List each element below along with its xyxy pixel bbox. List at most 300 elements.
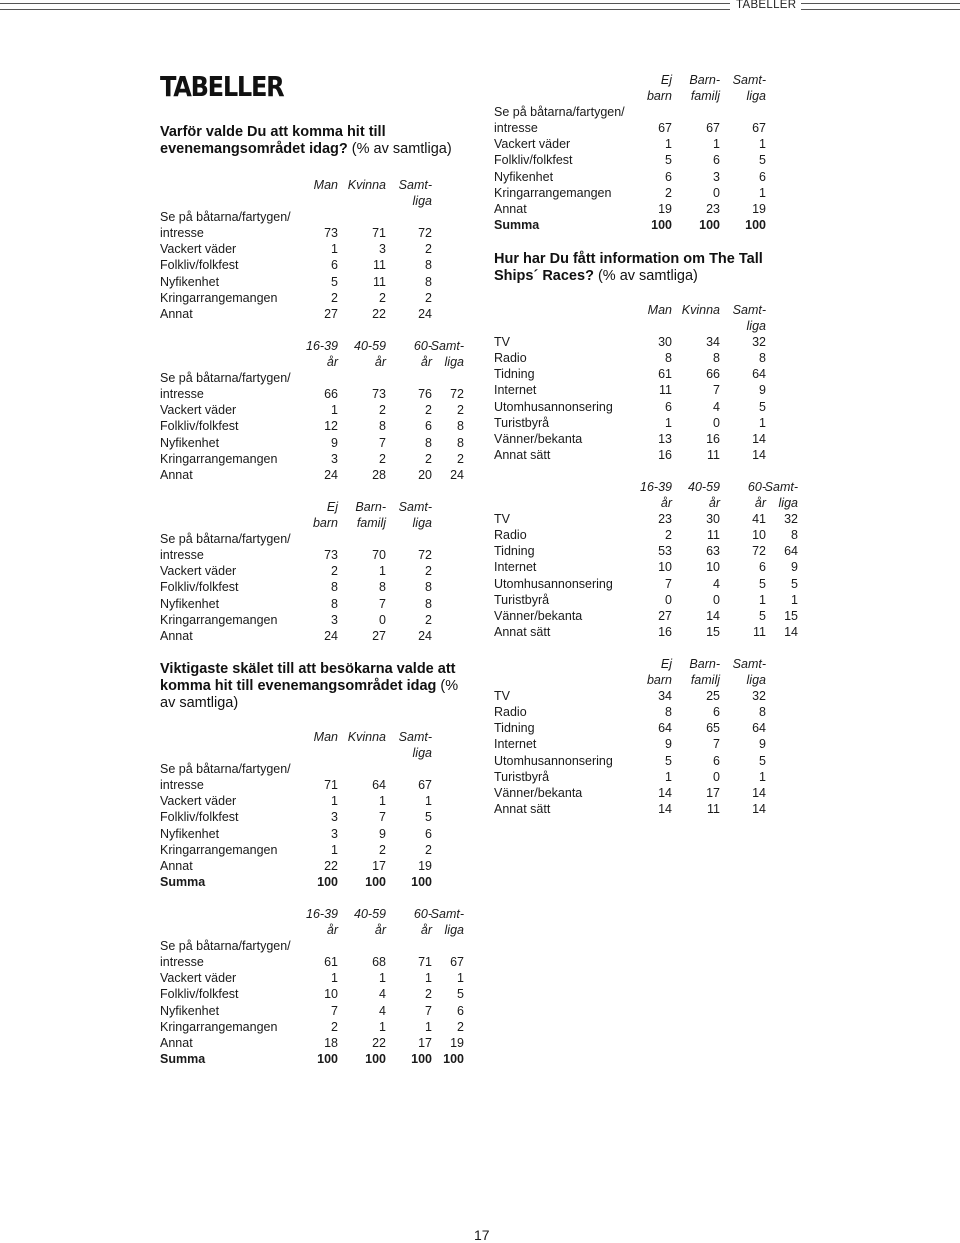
table-row: [160, 1035, 468, 1051]
table-cell: 11: [707, 801, 720, 816]
row-label: Kringarrangemangen: [160, 451, 278, 466]
table-cell: 25: [706, 689, 720, 704]
column-header: 60-: [747, 480, 766, 494]
table-cell: 19: [752, 201, 766, 216]
data-table: [494, 479, 802, 640]
table-cell: 2: [379, 403, 386, 418]
table-cell: 67: [752, 121, 766, 136]
table-cell: 17: [418, 1035, 432, 1050]
row-label: Vänner/bekanta: [494, 431, 583, 446]
table-cell: 14: [784, 624, 798, 639]
table-row: [160, 1019, 468, 1035]
table-cell: 16: [706, 431, 720, 446]
row-label: Kringarrangemangen: [160, 842, 278, 857]
table-row: [160, 986, 468, 1002]
table-cell: 64: [752, 367, 766, 382]
column-header: 16-39: [640, 480, 672, 494]
table-cell: 16: [658, 447, 672, 462]
table-cell: 100: [317, 1051, 338, 1066]
table-cell: 7: [379, 596, 386, 611]
table-cell: 8: [331, 580, 338, 595]
table-header-row: [494, 656, 770, 672]
table-row: [494, 201, 770, 217]
table-cell: 2: [379, 451, 386, 466]
data-table: [160, 906, 468, 1067]
column-header: 60-: [413, 339, 432, 353]
column-header: Samt-: [430, 339, 464, 353]
table-cell: 15: [706, 624, 720, 639]
table-cell: 22: [372, 1035, 386, 1050]
row-label: intresse: [160, 226, 204, 241]
table-cell: 14: [752, 431, 766, 446]
table-row: [494, 736, 770, 752]
row-label: Kringarrangemangen: [494, 185, 612, 200]
table-row: [160, 209, 436, 225]
table-cell: 6: [713, 705, 720, 720]
table-cell: 7: [425, 1003, 432, 1018]
table-cell: 61: [658, 367, 672, 382]
table-cell: 72: [752, 544, 766, 559]
row-label: Folkliv/folkfest: [160, 258, 239, 273]
table-cell: 34: [658, 689, 672, 704]
table-cell: 8: [379, 419, 386, 434]
column-header: Ej: [660, 657, 672, 671]
table-row: [494, 753, 770, 769]
table-row: [160, 225, 436, 241]
table-cell: 3: [331, 451, 338, 466]
table-cell: 100: [745, 217, 766, 232]
row-label: Annat: [160, 628, 193, 643]
row-label: Annat sätt: [494, 447, 551, 462]
table-cell: 100: [365, 874, 386, 889]
table-cell: 6: [457, 1003, 464, 1018]
row-label: TV: [494, 512, 510, 527]
table-cell: 7: [713, 737, 720, 752]
table-cell: 72: [450, 387, 464, 402]
table-cell: 5: [759, 576, 766, 591]
table-cell: 7: [379, 810, 386, 825]
table-cell: 5: [759, 153, 766, 168]
table-cell: 24: [324, 628, 338, 643]
table-cell: 15: [784, 608, 798, 623]
table-cell: 9: [759, 383, 766, 398]
table-cell: 3: [331, 612, 338, 627]
table-cell: 4: [713, 399, 720, 414]
data-table: [160, 499, 436, 644]
table-row: [494, 399, 770, 415]
table-row: [160, 809, 436, 825]
column-header: 16-39: [306, 339, 338, 353]
table-cell: 76: [418, 387, 432, 402]
table-cell: 16: [658, 624, 672, 639]
table-row: [160, 1003, 468, 1019]
table-row: [494, 592, 802, 608]
table-header-row: [494, 479, 802, 495]
table-cell: 8: [457, 419, 464, 434]
table-cell: 2: [457, 403, 464, 418]
table-row: [494, 152, 770, 168]
table-cell: 3: [379, 242, 386, 257]
table-row: [160, 858, 436, 874]
table-row: [494, 350, 770, 366]
row-label: Turistbyrå: [494, 592, 550, 607]
table-cell: 2: [665, 185, 672, 200]
row-label: Internet: [494, 560, 537, 575]
table-header-row: [160, 745, 436, 761]
table-header-row: [494, 672, 770, 688]
row-label: Se på båtarna/fartygen/: [160, 532, 291, 547]
table-cell: 11: [707, 447, 720, 462]
table-cell: 20: [418, 467, 432, 482]
table-header-row: [494, 88, 770, 104]
row-label: Annat sätt: [494, 624, 551, 639]
table-cell: 67: [658, 121, 672, 136]
row-label: Se på båtarna/fartygen/: [160, 371, 291, 386]
running-header: [0, 0, 960, 14]
table-cell: 66: [324, 387, 338, 402]
table-cell: 27: [372, 628, 386, 643]
row-label: Kringarrangemangen: [160, 290, 278, 305]
table-cell: 14: [752, 447, 766, 462]
row-label: Vackert väder: [160, 564, 237, 579]
column-header: år: [660, 496, 672, 511]
table-cell: 9: [665, 737, 672, 752]
table-cell: 7: [665, 576, 672, 591]
table-row: [160, 435, 468, 451]
table-cell: 11: [373, 258, 386, 273]
table-row: [494, 608, 802, 624]
page-title: TABELLER: [160, 70, 284, 103]
table-cell: 6: [713, 153, 720, 168]
row-label: Turistbyrå: [494, 769, 550, 784]
table-cell: 0: [713, 592, 720, 607]
table-cell: 63: [706, 544, 720, 559]
table-cell: 12: [324, 419, 338, 434]
column-header: liga: [778, 496, 798, 511]
table-cell: 7: [379, 435, 386, 450]
table-cell: 1: [331, 403, 338, 418]
table-cell: 9: [759, 737, 766, 752]
table-cell: 73: [324, 548, 338, 563]
column-header: Kvinna: [681, 303, 720, 317]
table-cell: 67: [706, 121, 720, 136]
table-row: [160, 370, 468, 386]
table-cell: 2: [457, 1019, 464, 1034]
row-label: Radio: [494, 351, 527, 366]
row-label: Summa: [160, 1051, 206, 1066]
column-header: liga: [412, 194, 432, 209]
column-header: Samt-: [732, 73, 766, 87]
table-header-row: [160, 515, 436, 531]
table-row: [160, 874, 436, 890]
table-cell: 11: [659, 383, 672, 398]
header-rule-right: [801, 3, 960, 10]
row-label: Folkliv/folkfest: [160, 810, 239, 825]
table-cell: 65: [706, 721, 720, 736]
row-label: Folkliv/folkfest: [494, 153, 573, 168]
column-header: år: [754, 496, 766, 511]
table-cell: 19: [418, 858, 432, 873]
table-cell: 18: [324, 1035, 338, 1050]
table-cell: 32: [752, 689, 766, 704]
table-cell: 8: [457, 435, 464, 450]
table-row: [494, 769, 770, 785]
table-header-row: [160, 193, 436, 209]
data-table: [494, 302, 770, 463]
table-cell: 2: [425, 403, 432, 418]
column-header: Samt-: [732, 303, 766, 317]
table-cell: 2: [457, 451, 464, 466]
table-cell: 8: [425, 580, 432, 595]
table-cell: 1: [713, 137, 720, 152]
table-cell: 30: [706, 512, 720, 527]
table-cell: 1: [425, 971, 432, 986]
table-row: [160, 241, 436, 257]
row-label: Vackert väder: [160, 971, 237, 986]
table-cell: 8: [425, 435, 432, 450]
table-cell: 1: [379, 1019, 386, 1034]
table-cell: 0: [713, 185, 720, 200]
column-header: barn: [646, 673, 672, 688]
table-cell: 5: [331, 274, 338, 289]
table-cell: 24: [324, 467, 338, 482]
column-header: Samt-: [430, 907, 464, 921]
table-cell: 100: [317, 874, 338, 889]
row-label: Turistbyrå: [494, 415, 550, 430]
table-cell: 6: [425, 826, 432, 841]
table-cell: 17: [372, 858, 386, 873]
table-row: [494, 785, 770, 801]
table-header-row: [160, 177, 436, 193]
table-row: [160, 467, 468, 483]
table-row: [160, 793, 436, 809]
table-row: [494, 217, 770, 233]
table-row: [160, 579, 436, 595]
column-header: Kvinna: [347, 178, 386, 192]
table-cell: 2: [425, 242, 432, 257]
table-row: [160, 418, 468, 434]
column-header: år: [326, 355, 338, 370]
table-cell: 3: [331, 810, 338, 825]
table-cell: 6: [713, 753, 720, 768]
table-cell: 61: [324, 955, 338, 970]
table-cell: 1: [759, 137, 766, 152]
table-row: [160, 290, 436, 306]
table-cell: 73: [324, 226, 338, 241]
column-header: Man: [647, 303, 672, 317]
table-cell: 10: [658, 560, 672, 575]
row-label: Se på båtarna/fartygen/: [494, 105, 625, 120]
running-header-label: TABELLER: [736, 0, 797, 11]
section-heading-subtitle: (% av samtliga): [160, 678, 459, 711]
row-label: Folkliv/folkfest: [160, 580, 239, 595]
table-row: [494, 104, 770, 120]
table-cell: 8: [331, 596, 338, 611]
table-row: [160, 612, 436, 628]
table-cell: 2: [379, 290, 386, 305]
table-row: [494, 688, 770, 704]
column-header: år: [326, 923, 338, 938]
row-label: Annat: [160, 467, 193, 482]
row-label: Tidning: [494, 544, 535, 559]
row-label: Nyfikenhet: [160, 596, 220, 611]
table-cell: 2: [425, 564, 432, 579]
table-cell: 66: [706, 367, 720, 382]
row-label: Tidning: [494, 721, 535, 736]
column-header: liga: [444, 355, 464, 370]
column-header: 60-: [413, 907, 432, 921]
table-cell: 2: [425, 987, 432, 1002]
table-cell: 14: [658, 785, 672, 800]
row-label: Internet: [494, 737, 537, 752]
column-header: 40-59: [354, 907, 386, 921]
row-label: Nyfikenhet: [160, 826, 220, 841]
row-label: Folkliv/folkfest: [160, 987, 239, 1002]
table-cell: 5: [665, 153, 672, 168]
column-header: 16-39: [306, 907, 338, 921]
column-header: 40-59: [354, 339, 386, 353]
column-header: Samt-: [398, 178, 432, 192]
column-header: Man: [313, 178, 338, 192]
table-cell: 32: [784, 512, 798, 527]
table-cell: 4: [379, 987, 386, 1002]
table-cell: 6: [759, 169, 766, 184]
table-cell: 1: [457, 971, 464, 986]
row-label: Annat: [160, 306, 193, 321]
column-header: familj: [356, 516, 386, 531]
column-header: liga: [746, 673, 766, 688]
data-table: [160, 729, 436, 890]
table-cell: 0: [379, 612, 386, 627]
table-cell: 2: [331, 564, 338, 579]
row-label: Annat: [494, 201, 527, 216]
table-cell: 100: [365, 1051, 386, 1066]
table-cell: 14: [658, 801, 672, 816]
table-cell: 3: [331, 826, 338, 841]
table-cell: 19: [658, 201, 672, 216]
table-cell: 6: [425, 419, 432, 434]
table-cell: 11: [373, 274, 386, 289]
table-row: [160, 402, 468, 418]
table-cell: 1: [331, 242, 338, 257]
row-label: Internet: [494, 383, 537, 398]
row-label: TV: [494, 335, 510, 350]
table-cell: 1: [665, 137, 672, 152]
table-cell: 1: [759, 592, 766, 607]
table-cell: 34: [706, 335, 720, 350]
table-cell: 8: [713, 351, 720, 366]
table-cell: 1: [331, 794, 338, 809]
table-header-row: [160, 729, 436, 745]
row-label: Vackert väder: [160, 403, 237, 418]
table-header-row: [494, 495, 802, 511]
section-heading: [494, 251, 784, 285]
table-row: [494, 447, 770, 463]
table-cell: 14: [706, 608, 720, 623]
row-label: intresse: [160, 548, 204, 563]
data-table: [160, 338, 468, 483]
table-cell: 14: [752, 785, 766, 800]
table-cell: 1: [379, 564, 386, 579]
table-header-row: [160, 922, 468, 938]
row-label: Kringarrangemangen: [160, 612, 278, 627]
table-cell: 1: [331, 842, 338, 857]
table-cell: 10: [752, 528, 766, 543]
table-row: [160, 826, 436, 842]
section-heading-text: Hur har Du fått information om The Tall Ships´ Races?: [494, 251, 763, 284]
column-header: liga: [412, 516, 432, 531]
column-header: liga: [746, 319, 766, 334]
table-cell: 71: [324, 778, 338, 793]
table-cell: 72: [418, 548, 432, 563]
table-cell: 72: [418, 226, 432, 241]
column-header: år: [374, 923, 386, 938]
table-cell: 6: [665, 399, 672, 414]
table-header-row: [160, 906, 468, 922]
table-cell: 8: [759, 705, 766, 720]
table-cell: 1: [331, 971, 338, 986]
table-cell: 30: [658, 335, 672, 350]
table-cell: 11: [753, 624, 766, 639]
table-cell: 5: [425, 810, 432, 825]
table-cell: 8: [425, 274, 432, 289]
section-heading-subtitle: (% av samtliga): [351, 141, 452, 157]
row-label: intresse: [494, 121, 538, 136]
row-label: Summa: [494, 217, 540, 232]
table-cell: 71: [372, 226, 386, 241]
row-label: Radio: [494, 705, 527, 720]
table-cell: 1: [379, 794, 386, 809]
table-row: [160, 970, 468, 986]
table-row: [160, 306, 436, 322]
column-header: Samt-: [398, 730, 432, 744]
table-cell: 8: [425, 258, 432, 273]
table-cell: 5: [665, 753, 672, 768]
table-cell: 8: [665, 351, 672, 366]
row-label: Vackert väder: [160, 242, 237, 257]
row-label: Radio: [494, 528, 527, 543]
table-cell: 100: [411, 1051, 432, 1066]
table-cell: 2: [425, 612, 432, 627]
table-cell: 10: [706, 560, 720, 575]
table-cell: 1: [665, 769, 672, 784]
row-label: intresse: [160, 778, 204, 793]
column-header: liga: [412, 746, 432, 761]
table-cell: 8: [791, 528, 798, 543]
row-label: Utomhusannonsering: [494, 399, 613, 414]
table-row: [160, 257, 436, 273]
table-row: [494, 169, 770, 185]
data-table: [494, 656, 770, 817]
column-header: Samt-: [398, 500, 432, 514]
row-label: Tidning: [494, 367, 535, 382]
table-cell: 11: [707, 528, 720, 543]
table-cell: 7: [713, 383, 720, 398]
column-header: Man: [313, 730, 338, 744]
row-label: Nyfikenhet: [160, 435, 220, 450]
table-cell: 28: [372, 467, 386, 482]
table-row: [494, 415, 770, 431]
table-row: [494, 185, 770, 201]
table-row: [494, 543, 802, 559]
table-row: [160, 842, 436, 858]
section-heading: [160, 661, 470, 712]
section-heading-subtitle: (% av samtliga): [597, 268, 698, 284]
column-header: barn: [646, 89, 672, 104]
row-label: Vänner/bekanta: [494, 785, 583, 800]
row-label: Se på båtarna/fartygen/: [160, 939, 291, 954]
row-label: Annat sätt: [494, 801, 551, 816]
